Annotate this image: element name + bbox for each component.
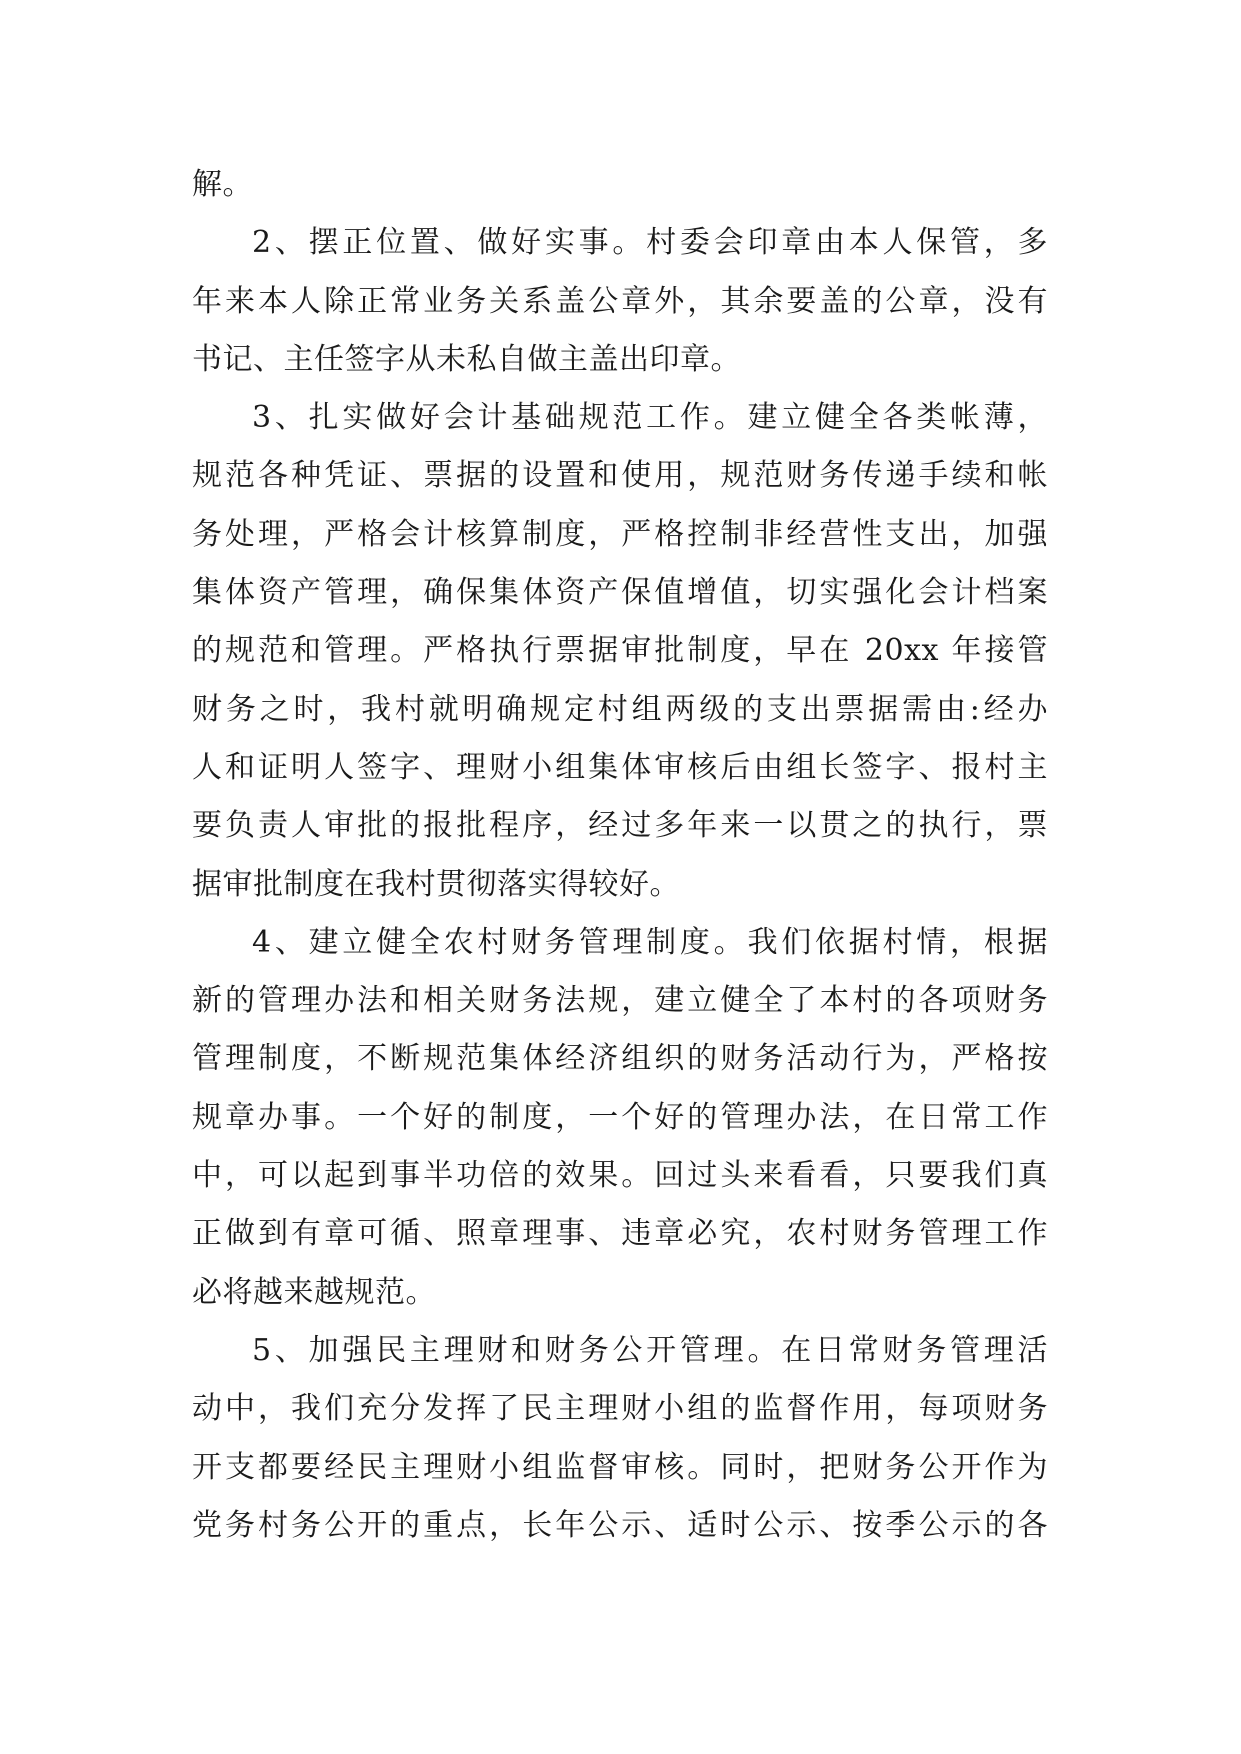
text-line: 4、建立健全农村财务管理制度。我们依据村情，根据 — [252, 924, 1048, 960]
text-line: 开支都要经民主理财小组监督审核。同时，把财务公开作为 — [192, 1449, 1048, 1485]
text-line: 年来本人除正常业务关系盖公章外，其余要盖的公章，没有 — [192, 283, 1048, 319]
text-line: 党务村务公开的重点，长年公示、适时公示、按季公示的各 — [192, 1507, 1048, 1543]
text-line: 规章办事。一个好的制度，一个好的管理办法，在日常工作 — [192, 1099, 1048, 1135]
text-line: 规范各种凭证、票据的设置和使用，规范财务传递手续和帐 — [192, 458, 1048, 494]
text-line: 2、摆正位置、做好实事。村委会印章由本人保管，多 — [252, 225, 1048, 261]
text-line: 的规范和管理。严格执行票据审批制度，早在 20xx 年接管 — [192, 633, 1048, 669]
text-line: 人和证明人签字、理财小组集体审核后由组长签字、报村主 — [192, 749, 1048, 785]
text-line: 管理制度，不断规范集体经济组织的财务活动行为，严格按 — [192, 1041, 1048, 1077]
text-line: 要负责人审批的报批程序，经过多年来一以贯之的执行，票 — [192, 808, 1048, 844]
text-line: 必将越来越规范。 — [192, 1274, 436, 1310]
text-line: 书记、主任签字从未私自做主盖出印章。 — [192, 341, 741, 377]
text-line: 动中，我们充分发挥了民主理财小组的监督作用，每项财务 — [192, 1391, 1048, 1427]
text-line: 新的管理办法和相关财务法规，建立健全了本村的各项财务 — [192, 983, 1048, 1019]
document-body — [192, 156, 1048, 1555]
text-line: 正做到有章可循、照章理事、违章必究，农村财务管理工作 — [192, 1216, 1048, 1252]
text-line: 中，可以起到事半功倍的效果。回过头来看看，只要我们真 — [192, 1158, 1048, 1194]
text-line: 务处理，严格会计核算制度，严格控制非经营性支出，加强 — [192, 516, 1048, 552]
text-line: 解。 — [192, 167, 253, 202]
text-line: 3、扎实做好会计基础规范工作。建立健全各类帐薄， — [252, 400, 1048, 436]
text-line: 据审批制度在我村贯彻落实得较好。 — [192, 866, 680, 902]
text-line: 集体资产管理，确保集体资产保值增值，切实强化会计档案 — [192, 575, 1048, 611]
text-line: 财务之时，我村就明确规定村组两级的支出票据需由:经办 — [192, 691, 1048, 727]
text-line: 5、加强民主理财和财务公开管理。在日常财务管理活 — [252, 1332, 1048, 1368]
